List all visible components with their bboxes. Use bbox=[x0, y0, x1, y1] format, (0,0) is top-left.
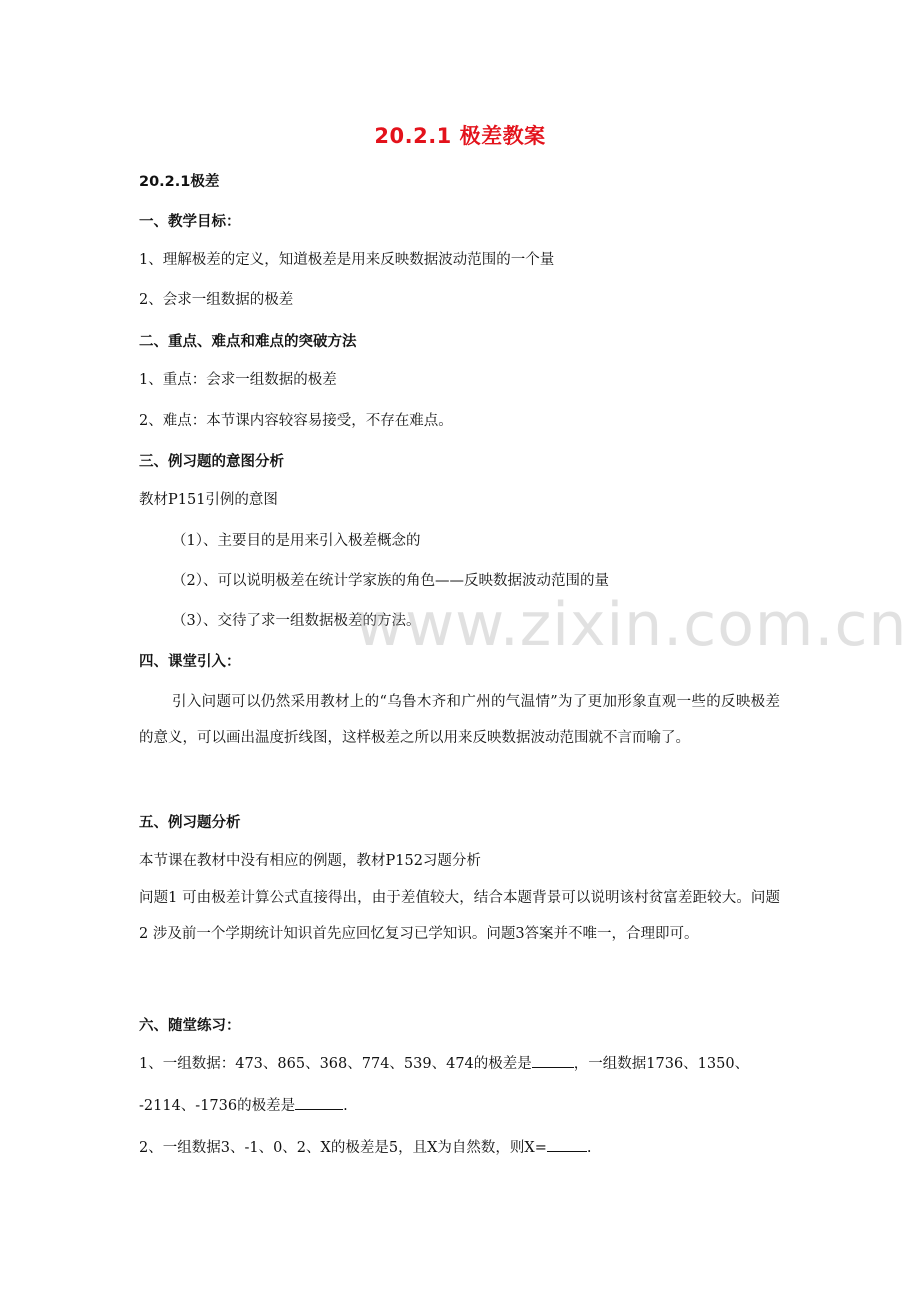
answer-blank bbox=[547, 1139, 587, 1152]
intent-item: （3）、交待了求一组数据极差的方法。 bbox=[172, 613, 421, 629]
question-text: 2、一组数据3、-1、0、2、X的极差是5，且X为自然数，则X= bbox=[139, 1140, 547, 1156]
watermark: www.zixin.com.cn bbox=[355, 590, 908, 660]
subtitle: 20.2.1极差 bbox=[139, 174, 220, 190]
section-heading-practice: 六、随堂练习： bbox=[139, 1018, 241, 1034]
question-text: -2114、-1736的极差是 bbox=[139, 1098, 296, 1114]
intro-paragraph: 引入问题可以仍然采用教材上的“乌鲁木齐和广州的气温情”为了更加形象直观一些的反映极差的意义，可以画出温度折线图，这样极差之所以用来反映数据波动范围就不言而喻了。 bbox=[139, 694, 780, 746]
practice-question-1 bbox=[139, 1054, 749, 1074]
goal-item: 2、会求一组数据的极差 bbox=[139, 292, 294, 308]
analysis-intro: 本节课在教材中没有相应的例题，教材P152习题分析 bbox=[139, 853, 481, 869]
question-text: . bbox=[586, 1140, 592, 1156]
page-title: 20.2.1 极差教案 bbox=[374, 124, 546, 148]
section-heading-intro: 四、课堂引入： bbox=[139, 654, 241, 670]
question-text: . bbox=[343, 1098, 348, 1114]
analysis-paragraph: 问题1 可由极差计算公式直接得出，由于差值较大，结合本题背景可以说明该村贫富差距较大。问题2 涉及前一个学期统计知识首先应回忆复习已学知识。问题3答案并不唯一，合理即可。 bbox=[139, 890, 780, 942]
section-heading-goals: 一、教学目标： bbox=[139, 214, 241, 230]
intent-item: （2）、可以说明极差在统计学家族的角色——反映数据波动范围的量 bbox=[172, 573, 609, 589]
question-text: ，一组数据1736、1350、 bbox=[573, 1056, 750, 1072]
keypoint-item: 1、重点：会求一组数据的极差 bbox=[139, 372, 337, 388]
section-heading-intent: 三、例习题的意图分析 bbox=[139, 454, 284, 470]
keypoint-item: 2、难点：本节课内容较容易接受，不存在难点。 bbox=[139, 413, 453, 429]
section-heading-analysis: 五、例习题分析 bbox=[139, 815, 241, 831]
question-text: 1、一组数据：473、865、368、774、539、474的极差是 bbox=[139, 1056, 532, 1072]
practice-question-2 bbox=[139, 1138, 591, 1158]
intent-intro: 教材P151引例的意图 bbox=[139, 492, 278, 508]
answer-blank bbox=[295, 1097, 343, 1110]
answer-blank bbox=[532, 1055, 574, 1068]
intent-item: （1）、主要目的是用来引入极差概念的 bbox=[172, 533, 421, 549]
goal-item: 1、理解极差的定义，知道极差是用来反映数据波动范围的一个量 bbox=[139, 252, 555, 268]
section-heading-keypoints: 二、重点、难点和难点的突破方法 bbox=[139, 334, 357, 350]
practice-question-1-cont bbox=[139, 1096, 348, 1116]
